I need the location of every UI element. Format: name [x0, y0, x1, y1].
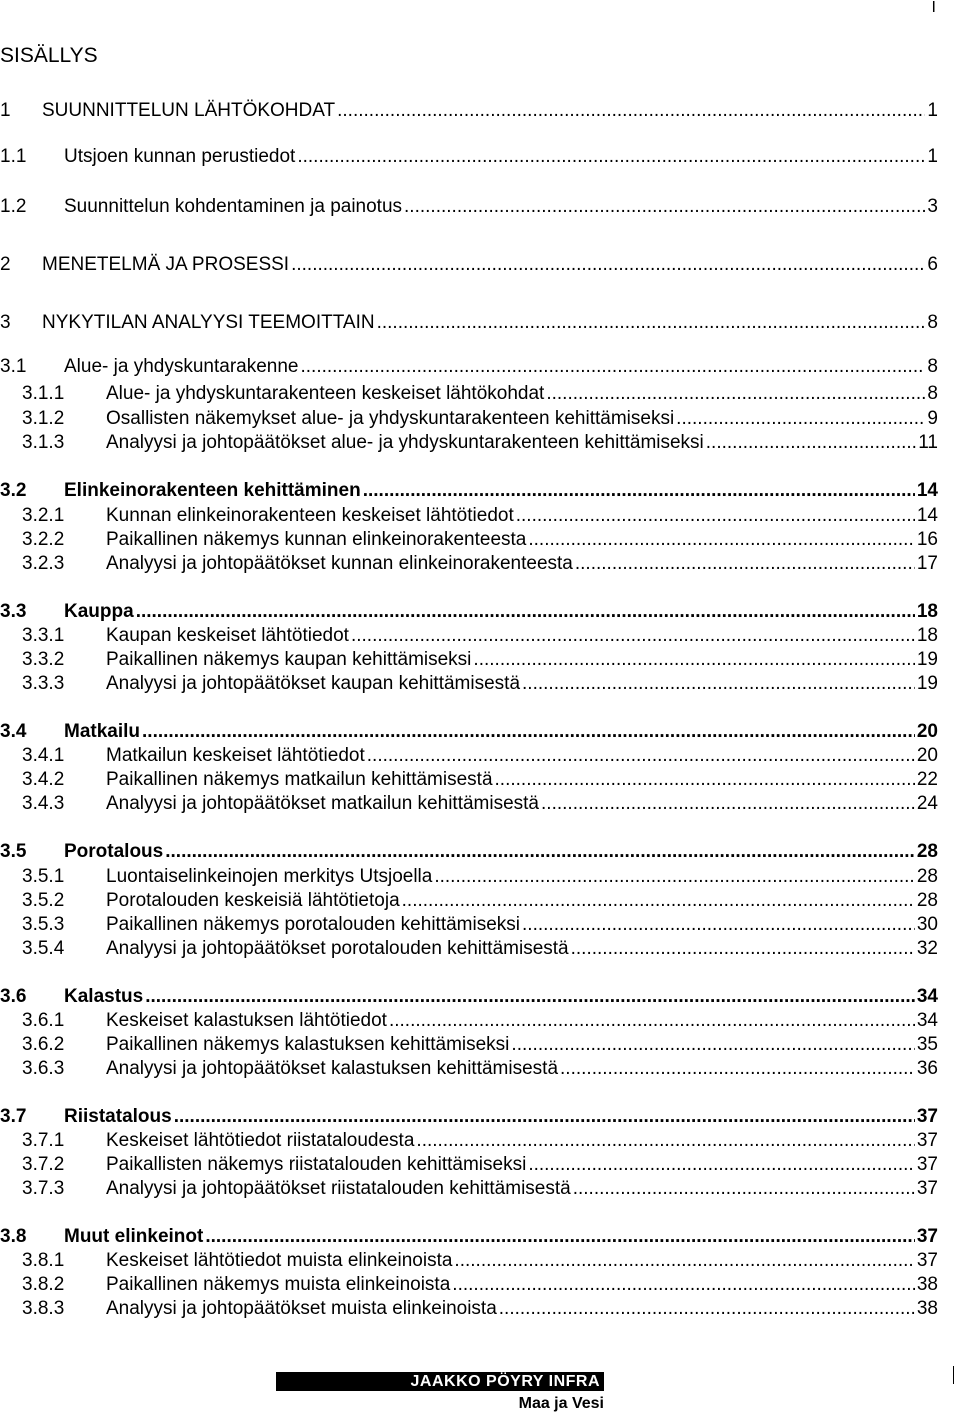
toc-entry-page: 8 [927, 312, 938, 333]
toc-entry-number: 1.1 [0, 146, 27, 167]
toc-entry[interactable] [22, 1274, 938, 1298]
toc-leader-dots [452, 1274, 915, 1296]
toc-leader-dots [575, 553, 915, 575]
toc-leader-dots [495, 769, 915, 791]
toc-entry-page: 24 [916, 793, 938, 814]
toc-entry-label: Alue- ja yhdyskuntarakenteen keskeiset lähtökohdat [106, 383, 545, 404]
toc-entry-label: Suunnittelun kohdentaminen ja painotus [64, 196, 403, 217]
toc-entry[interactable] [22, 553, 938, 577]
toc-entry-page: 37 [916, 1178, 938, 1199]
toc-leader-dots [522, 914, 915, 936]
toc-leader-dots [297, 146, 925, 168]
toc-entry-label: Paikallinen näkemys kunnan elinkeinorakenteesta [106, 529, 527, 550]
toc-entry[interactable] [22, 866, 938, 890]
toc-entry-number: 3.7 [0, 1106, 27, 1127]
toc-entry-number: 3 [0, 312, 11, 333]
toc-entry[interactable] [22, 1010, 938, 1034]
toc-entry-number: 3.1.2 [22, 408, 65, 429]
toc-entry-page: 37 [916, 1250, 938, 1271]
toc-leader-dots [706, 432, 916, 454]
toc-leader-dots [300, 356, 925, 378]
toc-entry[interactable] [22, 890, 938, 914]
toc-entry-label: Paikallinen näkemys muista elinkeinoista [106, 1274, 451, 1295]
toc-entry-label: Analyysi ja johtopäätökset matkailun kehittämisestä [106, 793, 540, 814]
toc-leader-dots [573, 1178, 915, 1200]
toc-leader-dots [404, 196, 925, 218]
toc-leader-dots [363, 480, 915, 502]
toc-entry-label: Muut elinkeinot [64, 1226, 204, 1247]
toc-entry-label: Paikallinen näkemys kalastuksen kehittämiseksi [106, 1034, 510, 1055]
toc-leader-dots [145, 986, 915, 1008]
toc-entry[interactable] [22, 1058, 938, 1082]
toc-entry-page: 37 [916, 1130, 938, 1151]
toc-entry-page: 1 [927, 100, 938, 121]
toc-leader-dots [402, 890, 915, 912]
toc-entry-label: Alue- ja yhdyskuntarakenne [64, 356, 299, 377]
toc-entry[interactable] [22, 649, 938, 673]
toc-entry-label: Keskeiset kalastuksen lähtötiedot [106, 1010, 387, 1031]
toc-entry[interactable] [22, 529, 938, 553]
toc-entry-label: Paikallinen näkemys kaupan kehittämiseksi [106, 649, 472, 670]
toc-entry[interactable] [0, 480, 938, 504]
toc-entry-label: Kaupan keskeiset lähtötiedot [106, 625, 349, 646]
toc-entry-page: 28 [916, 841, 938, 862]
toc-entry[interactable] [22, 625, 938, 649]
toc-entry[interactable] [22, 673, 938, 697]
toc-entry-page: 28 [916, 890, 938, 911]
toc-entry-page: 19 [916, 673, 938, 694]
toc-entry-page: 22 [916, 769, 938, 790]
page-title: SISÄLLYS [0, 44, 98, 67]
toc-entry[interactable] [0, 254, 938, 280]
toc-entry-page: 1 [927, 146, 938, 167]
toc-entry-number: 3.8.1 [22, 1250, 65, 1271]
toc-entry-number: 3.6.1 [22, 1010, 65, 1031]
toc-leader-dots [499, 1298, 915, 1320]
toc-leader-dots [528, 1154, 915, 1176]
toc-entry[interactable] [0, 146, 938, 172]
toc-entry[interactable] [22, 1298, 938, 1322]
toc-entry-label: Elinkeinorakenteen kehittäminen [64, 480, 361, 501]
toc-entry[interactable] [22, 769, 938, 793]
toc-entry-number: 3.1.3 [22, 432, 65, 453]
logo-subtitle: Maa ja Vesi [518, 1395, 604, 1412]
toc-entry-label: Paikallinen näkemys matkailun kehittämisestä [106, 769, 493, 790]
toc-leader-dots [528, 529, 914, 551]
toc-entry-number: 3.7.2 [22, 1154, 65, 1175]
toc-leader-dots [571, 938, 915, 960]
toc-entry-label: Analyysi ja johtopäätökset muista elinkeinoista [106, 1298, 497, 1319]
toc-entry-page: 17 [916, 553, 938, 574]
toc-leader-dots [174, 1106, 915, 1128]
toc-entry[interactable] [22, 1130, 938, 1154]
toc-entry-page: 19 [916, 649, 938, 670]
toc-entry[interactable] [0, 1226, 938, 1250]
toc-entry-page: 35 [916, 1034, 938, 1055]
toc-leader-dots [367, 745, 915, 767]
toc-entry-number: 3.6.2 [22, 1034, 65, 1055]
toc-entry-page: 30 [916, 914, 938, 935]
toc-entry-label: Analyysi ja johtopäätökset kunnan elinkeinorakenteesta [106, 553, 573, 574]
toc-entry-page: 14 [916, 505, 938, 526]
toc-entry-page: 32 [916, 938, 938, 959]
toc-entry[interactable] [0, 196, 938, 222]
toc-entry[interactable] [22, 745, 938, 769]
toc-entry-number: 3.8.2 [22, 1274, 65, 1295]
toc-entry[interactable] [22, 432, 938, 456]
toc-entry-number: 3.5.2 [22, 890, 65, 911]
toc-entry-label: Utsjoen kunnan perustiedot [64, 146, 296, 167]
toc-leader-dots [351, 625, 915, 647]
toc-entry-page: 9 [927, 408, 938, 429]
toc-entry[interactable] [0, 721, 938, 745]
toc-entry-label: Analyysi ja johtopäätökset alue- ja yhdyskuntarakenteen kehittämiseksi [106, 432, 704, 453]
company-logo [276, 1372, 604, 1416]
toc-entry-label: Kalastus [64, 986, 144, 1007]
toc-leader-dots [454, 1250, 914, 1272]
toc-entry[interactable] [22, 1034, 938, 1058]
toc-leader-dots [560, 1058, 915, 1080]
toc-entry-number: 3.6 [0, 986, 27, 1007]
toc-leader-dots [473, 649, 914, 671]
toc-entry-page: 20 [916, 721, 938, 742]
toc-leader-dots [434, 866, 915, 888]
toc-entry-page: 38 [916, 1298, 938, 1319]
toc-entry-page: 20 [916, 745, 938, 766]
toc-entry-page: 37 [916, 1106, 938, 1127]
toc-entry-page: 14 [916, 480, 938, 501]
toc-leader-dots [516, 505, 915, 527]
toc-leader-dots [511, 1034, 914, 1056]
toc-entry[interactable] [22, 793, 938, 817]
toc-entry-number: 3.3.1 [22, 625, 65, 646]
toc-entry-label: Matkailu [64, 721, 141, 742]
toc-entry-number: 3.3.3 [22, 673, 65, 694]
toc-entry-number: 1 [0, 100, 11, 121]
logo-name: JAAKKO PÖYRY INFRA [410, 1373, 600, 1390]
toc-entry-page: 6 [927, 254, 938, 275]
toc-leader-dots [337, 100, 925, 122]
toc-entry[interactable] [22, 505, 938, 529]
toc-entry-number: 2 [0, 254, 11, 275]
toc-entry-label: MENETELMÄ JA PROSESSI [42, 254, 290, 275]
toc-entry-number: 3.1.1 [22, 383, 65, 404]
toc-entry-label: Porotalouden keskeisiä lähtötietoja [106, 890, 400, 911]
toc-leader-dots [676, 408, 925, 430]
toc-entry-page: 34 [916, 1010, 938, 1031]
toc-entry-number: 3.5.3 [22, 914, 65, 935]
toc-entry-label: Matkailun keskeiset lähtötiedot [106, 745, 365, 766]
toc-entry[interactable] [22, 408, 938, 432]
toc-entry[interactable] [0, 601, 938, 625]
toc-leader-dots [541, 793, 915, 815]
toc-entry-page: 16 [916, 529, 938, 550]
toc-entry-page: 18 [916, 625, 938, 646]
toc-entry-page: 8 [927, 383, 938, 404]
toc-entry[interactable] [0, 356, 938, 382]
toc-entry-page: 18 [916, 601, 938, 622]
toc-entry[interactable] [22, 914, 938, 938]
corner-mark: I [931, 0, 936, 16]
toc-entry-number: 3.2.3 [22, 553, 65, 574]
toc-entry-number: 3.8.3 [22, 1298, 65, 1319]
toc-entry[interactable] [22, 383, 938, 407]
toc-entry-number: 3.4.1 [22, 745, 65, 766]
toc-entry-label: Kunnan elinkeinorakenteen keskeiset lähtötiedot [106, 505, 514, 526]
toc-entry-page: 37 [916, 1154, 938, 1175]
toc-entry-page: 11 [918, 432, 938, 453]
toc-entry-label: Analyysi ja johtopäätökset kaupan kehittämisestä [106, 673, 521, 694]
toc-entry-number: 3.5 [0, 841, 27, 862]
toc-entry[interactable] [22, 1178, 938, 1202]
toc-entry[interactable] [22, 938, 938, 962]
toc-leader-dots [522, 673, 915, 695]
toc-entry-number: 3.3 [0, 601, 27, 622]
toc-entry-page: 38 [916, 1274, 938, 1295]
toc-entry-number: 3.4 [0, 721, 27, 742]
toc-entry-label: Analyysi ja johtopäätökset riistatalouden kehittämisestä [106, 1178, 571, 1199]
toc-entry[interactable] [0, 841, 938, 865]
toc-entry-number: 3.7.1 [22, 1130, 65, 1151]
toc-entry[interactable] [0, 100, 938, 126]
toc-entry-label: Paikallisten näkemys riistatalouden kehittämiseksi [106, 1154, 527, 1175]
toc-entry-number: 3.8 [0, 1226, 27, 1247]
toc-entry-page: 34 [916, 986, 938, 1007]
toc-entry-label: Osallisten näkemykset alue- ja yhdyskuntarakenteen kehittämiseksi [106, 408, 675, 429]
toc-leader-dots [416, 1130, 914, 1152]
toc-entry-number: 1.2 [0, 196, 27, 217]
toc-entry-number: 3.2.1 [22, 505, 65, 526]
toc-entry-number: 3.3.2 [22, 649, 65, 670]
toc-entry-label: Analyysi ja johtopäätökset kalastuksen kehittämisestä [106, 1058, 559, 1079]
toc-entry-label: Keskeiset lähtötiedot riistataloudesta [106, 1130, 415, 1151]
toc-entry-label: Keskeiset lähtötiedot muista elinkeinoista [106, 1250, 453, 1271]
toc-entry-number: 3.6.3 [22, 1058, 65, 1079]
toc-entry-number: 3.2 [0, 480, 27, 501]
toc-entry-page: 3 [927, 196, 938, 217]
toc-entry-page: 28 [916, 866, 938, 887]
toc-entry-page: 8 [927, 356, 938, 377]
toc-entry[interactable] [22, 1154, 938, 1178]
toc-entry-page: 36 [916, 1058, 938, 1079]
toc-leader-dots [205, 1226, 915, 1248]
toc-entry-number: 3.5.4 [22, 938, 65, 959]
toc-leader-dots [291, 254, 925, 276]
toc-leader-dots [546, 383, 925, 405]
toc-entry-number: 3.7.3 [22, 1178, 65, 1199]
toc-entry-label: Analyysi ja johtopäätökset porotalouden kehittämisestä [106, 938, 569, 959]
toc-entry[interactable] [0, 1106, 938, 1130]
toc-entry-label: SUUNNITTELUN LÄHTÖKOHDAT [42, 100, 336, 121]
toc-leader-dots [136, 601, 915, 623]
toc-entry[interactable] [22, 1250, 938, 1274]
toc-entry-label: Riistatalous [64, 1106, 172, 1127]
toc-entry-number: 3.4.2 [22, 769, 65, 790]
toc-leader-dots [389, 1010, 915, 1032]
toc-entry-label: Porotalous [64, 841, 164, 862]
toc-leader-dots [165, 841, 915, 863]
toc-entry[interactable] [0, 986, 938, 1010]
toc-entry-label: Luontaiselinkeinojen merkitys Utsjoella [106, 866, 433, 887]
toc-leader-dots [142, 721, 915, 743]
toc-entry[interactable] [0, 312, 938, 338]
toc-entry-page: 37 [916, 1226, 938, 1247]
toc-entry-number: 3.2.2 [22, 529, 65, 550]
toc-leader-dots [377, 312, 926, 334]
toc-entry-number: 3.1 [0, 356, 27, 377]
toc-entry-label: NYKYTILAN ANALYYSI TEEMOITTAIN [42, 312, 375, 333]
toc-entry-number: 3.4.3 [22, 793, 65, 814]
toc-entry-label: Paikallinen näkemys porotalouden kehittämiseksi [106, 914, 521, 935]
toc-entry-label: Kauppa [64, 601, 134, 622]
toc-entry-number: 3.5.1 [22, 866, 65, 887]
